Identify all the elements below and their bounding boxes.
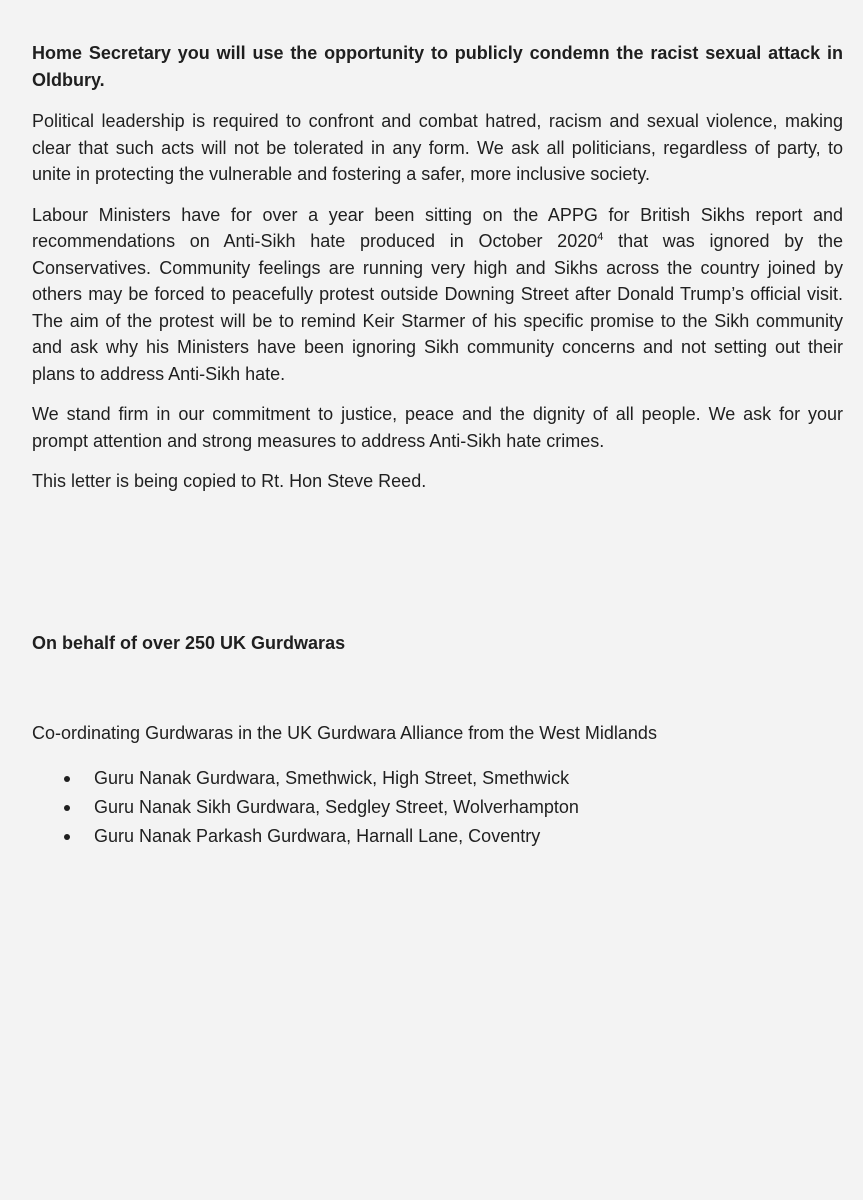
paragraph-copied-to: This letter is being copied to Rt. Hon Steve Reed. bbox=[32, 471, 427, 491]
list-item: Guru Nanak Sikh Gurdwara, Sedgley Street, Wolverhampton bbox=[32, 793, 579, 822]
paragraph-commitment: We stand firm in our commitment to justice, peace and the dignity of all people. We ask for your prompt attention and strong measures to address Anti-Sikh hate crimes. bbox=[32, 404, 843, 451]
letter-heading: Home Secretary you will use the opportunity to publicly condemn the racist sexual attack in Oldbury. bbox=[32, 43, 843, 90]
paragraph-labour-ministers bbox=[32, 202, 843, 388]
list-item: Guru Nanak Gurdwara, Smethwick, High Street, Smethwick bbox=[32, 764, 579, 793]
paragraph-labour-ministers-text-start: Labour Ministers have for over a year been sitting on the APPG for British Sikhs report and recommendations on Anti-Sikh hate produced in October 2020 bbox=[32, 204, 843, 251]
list-item: Guru Nanak Parkash Gurdwara, Harnall Lane, Coventry bbox=[32, 822, 579, 851]
paragraph-political-leadership: Political leadership is required to confront and combat hatred, racism and sexual violence, making clear that such acts will not be tolerated in any form. We ask all politicians, regardless of party, to unite in protecting the vulnerable and fostering a safer, more inclusive society. bbox=[32, 111, 843, 184]
gurdwara-list bbox=[32, 764, 579, 851]
paragraph-labour-ministers-text-end: that was ignored by the Conservatives. Community feelings are running very high and Sikhs across the country joined by others may be forced to peacefully protest outside Downing Street after Donald Trump’s official visit. The aim of the protest will be to remind Keir Starmer of his specific promise to the Sikh community and ask why his Ministers have been ignoring Sikh community concerns and not setting out their plans to address Anti-Sikh hate. bbox=[32, 231, 843, 384]
on-behalf-line: On behalf of over 250 UK Gurdwaras bbox=[32, 633, 346, 653]
footnote-marker: 4 bbox=[597, 231, 604, 243]
coordinating-gurdwaras-line: Co-ordinating Gurdwaras in the UK Gurdwara Alliance from the West Midlands bbox=[32, 723, 657, 743]
